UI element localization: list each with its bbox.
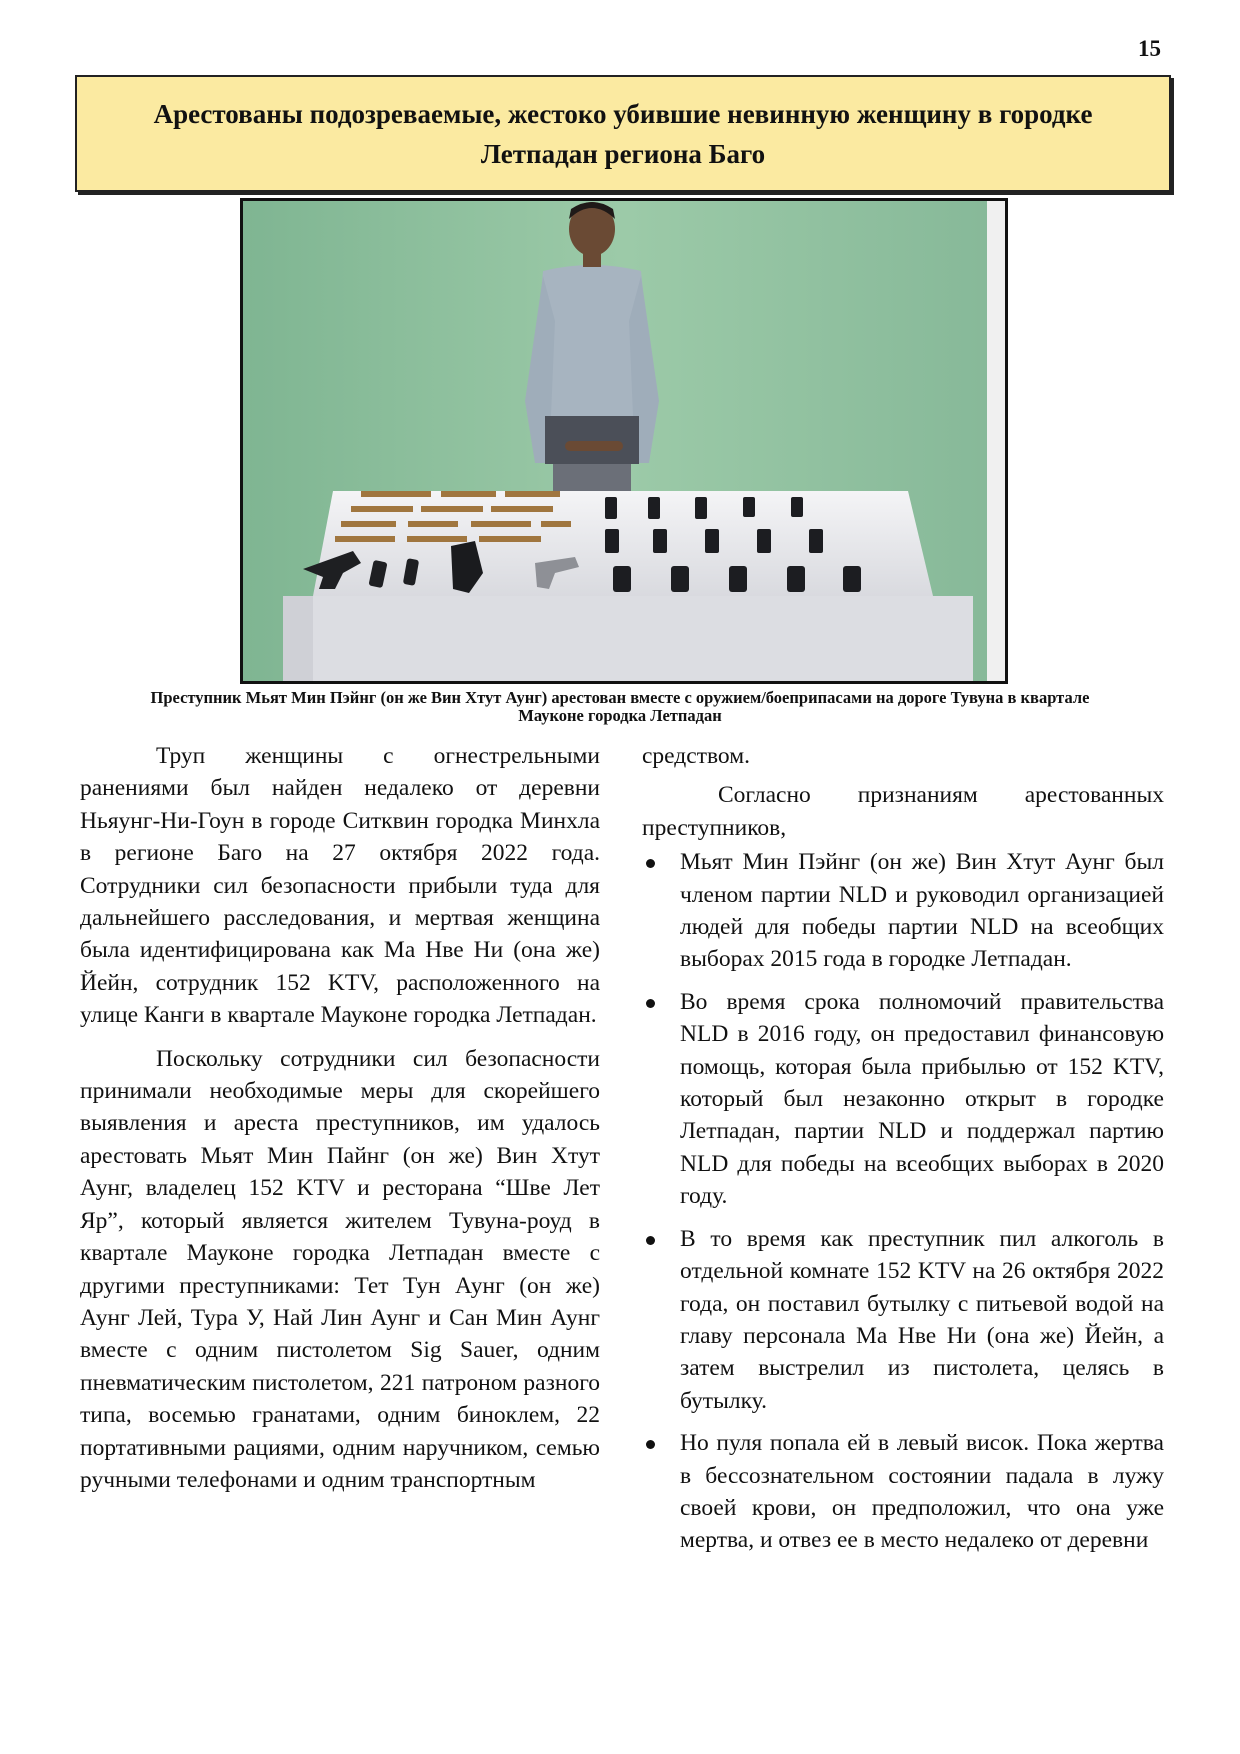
list-item — [642, 1223, 1164, 1417]
list-item — [642, 1427, 1164, 1557]
list-item — [642, 846, 1164, 976]
headline-box — [75, 75, 1171, 192]
article-continuation: средством. — [642, 743, 750, 769]
list-item-text: Мьят Мин Пэйнг (он же) Вин Хтут Аунг был членом партии NLD и руководил организацией людей для победы партии NLD на всеобщих выборах 2015 года в городке Летпадан. — [680, 849, 1164, 973]
photo-caption: Преступник Мьят Мин Пэйнг (он же Вин Хтут Аунг) арестован вместе с оружием/боеприпасами на дороге Тувуна в квартале Мауконе городка Летпадан — [150, 688, 1090, 725]
article-intro: Согласно признаниям арестованных преступников, — [642, 782, 1164, 841]
list-item-text: Но пуля попала ей в левый висок. Пока жертва в бессознательном состоянии падала в лужу своей крови, он предположил, что она уже мертва, и отвез ее в место недалеко от деревни — [680, 1430, 1164, 1554]
article-paragraph: Труп женщины с огнестрельными ранениями был найден недалеко от деревни Ньяунг-Ни-Гоун в городе Ситквин городка Минхла в регионе Баго на 27 октября 2022 года. Сотрудники сил безопасности прибыли туда для дальнейшего расследования, и мертвая женщина была идентифицирована как Ма Нве Ни (она же) Йейн, сотрудник 152 KTV, расположенного на улице Канги в квартале Мауконе городка Летпадан. — [80, 743, 600, 1029]
article-right-column — [642, 740, 1164, 1557]
headline: Арестованы подозреваемые, жестоко убившие невинную женщину в городке Летпадан региона Баго — [153, 98, 1093, 169]
list-item-text: Во время срока полномочий правительства NLD в 2016 году, он предоставил финансовую помощь, которая была прибылью от 152 KTV, который был незаконно открыт в городке Летпадан, партии NLD и поддержал партию NLD для победы на всеобщих выборах в 2020 году. — [680, 988, 1164, 1210]
arrested-suspect-with-seized-weapons-photo — [243, 201, 1005, 681]
confession-list — [642, 846, 1164, 1557]
bullet-icon — [646, 1440, 655, 1449]
article-left-column — [80, 740, 600, 1496]
bullet-icon — [646, 859, 655, 868]
bullet-icon — [646, 999, 655, 1008]
news-photo — [240, 198, 1008, 684]
list-item-text: В то время как преступник пил алкоголь в отдельной комнате 152 KTV на 26 октября 2022 года, он поставил бутылку с питьевой водой на главу персонала Ма Нве Ни (она же) Йейн, а затем выстрелил из пистолета, целясь в бутылку. — [680, 1225, 1164, 1414]
page-number: 15 — [1138, 36, 1161, 61]
article-paragraph: Поскольку сотрудники сил безопасности принимали необходимые меры для скорейшего выявления и ареста преступников, им удалось арестовать Мьят Мин Пайнг (он же) Вин Хтут Аунг, владелец 152 KTV и ресторана “Шве Лет Яр”, который является жителем Тувуна-роуд в квартале Мауконе городка Летпадан вместе с другими преступниками: Тет Тун Аунг (он же) Аунг Лей, Тура У, Най Лин Аунг и Сан Мин Аунг вместе с одним пистолетом Sig Sauer, одним пневматическим пистолетом, 221 патроном разного типа, восемью гранатами, одним биноклем, 22 портативными рациями, одним наручником, семью ручными телефонами и одним транспортным — [80, 1045, 600, 1493]
bullet-icon — [646, 1236, 655, 1245]
list-item — [642, 986, 1164, 1213]
